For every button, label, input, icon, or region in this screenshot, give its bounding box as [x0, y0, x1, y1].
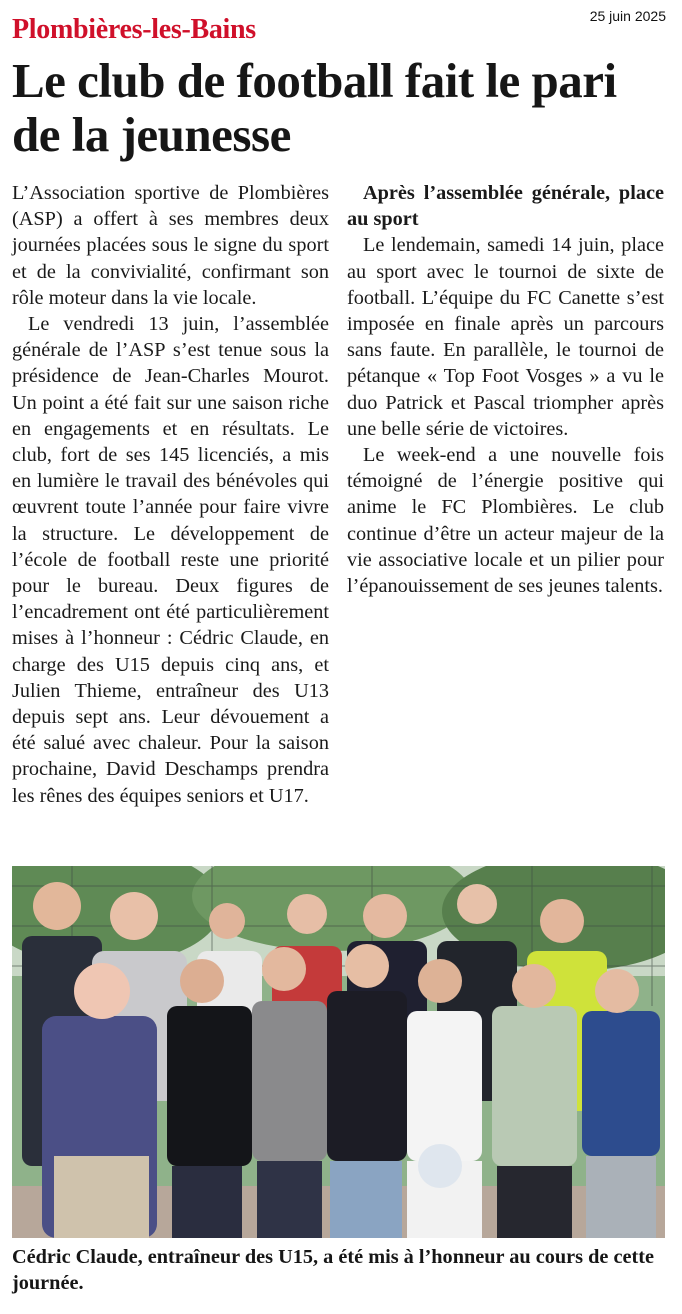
article-paragraph-intro: L’Association sportive de Plombières (ASP) a offert à ses membres deux journées placées sous le signe du sport et de la convivialité, confirmant son rôle moteur dans la vie locale.: [12, 182, 329, 309]
article-paragraph-assembly: Le vendredi 13 juin, l’assemblée générale de l’ASP s’est tenue sous la présidence de Jean-Charles Mourot. Un point a été fait sur une saison riche en engagements et en résultats. Le club, fort de ses 145 licenciés, a mis en lumière le travail des bénévoles qui œuvrent toute l’année pour faire vivre la structure. Le développement de l’école de football reste une priorité pour le bureau. Deux figures de l’encadrement ont été particulièrement mises à l’honneur : Cédric Claude, en charge des U15 depuis cinq ans, et Julien Thieme, entraîneur des U13 depuis sept ans. Leur dévouement a été salué avec chaleur. Pour la saison prochaine, David Deschamps prendra les rênes des équipes seniors et U17.: [12, 313, 329, 807]
article-headline: Le club de football fait le pari de la jeunesse: [12, 53, 617, 162]
article-body: [12, 180, 664, 848]
team-photo: [12, 866, 665, 1238]
publication-date: 25 juin 2025: [589, 8, 666, 24]
article-subheading: Après l’assemblée générale, place au sport: [347, 182, 664, 231]
photo-caption: Cédric Claude, entraîneur des U15, a été mis à l’honneur au cours de cette journée.: [12, 1246, 654, 1294]
article-paragraph-tournament: Le lendemain, samedi 14 juin, place au sport avec le tournoi de sixte de football. L’équipe du FC Canette s’est imposée en finale après un parcours sans faute. En parallèle, le tournoi de pétanque « Top Foot Vosges » a vu le duo Patrick et Pascal triompher après une belle série de victoires.: [347, 234, 664, 440]
article-paragraph-conclusion: Le week-end a une nouvelle fois témoigné de l’énergie positive qui anime le FC Plombières. Le club continue d’être un acteur majeur de la vie associative locale et un pilier pour l’épanouissement de ses jeunes talents.: [347, 444, 664, 598]
section-kicker: Plombières-les-Bains: [12, 14, 256, 45]
